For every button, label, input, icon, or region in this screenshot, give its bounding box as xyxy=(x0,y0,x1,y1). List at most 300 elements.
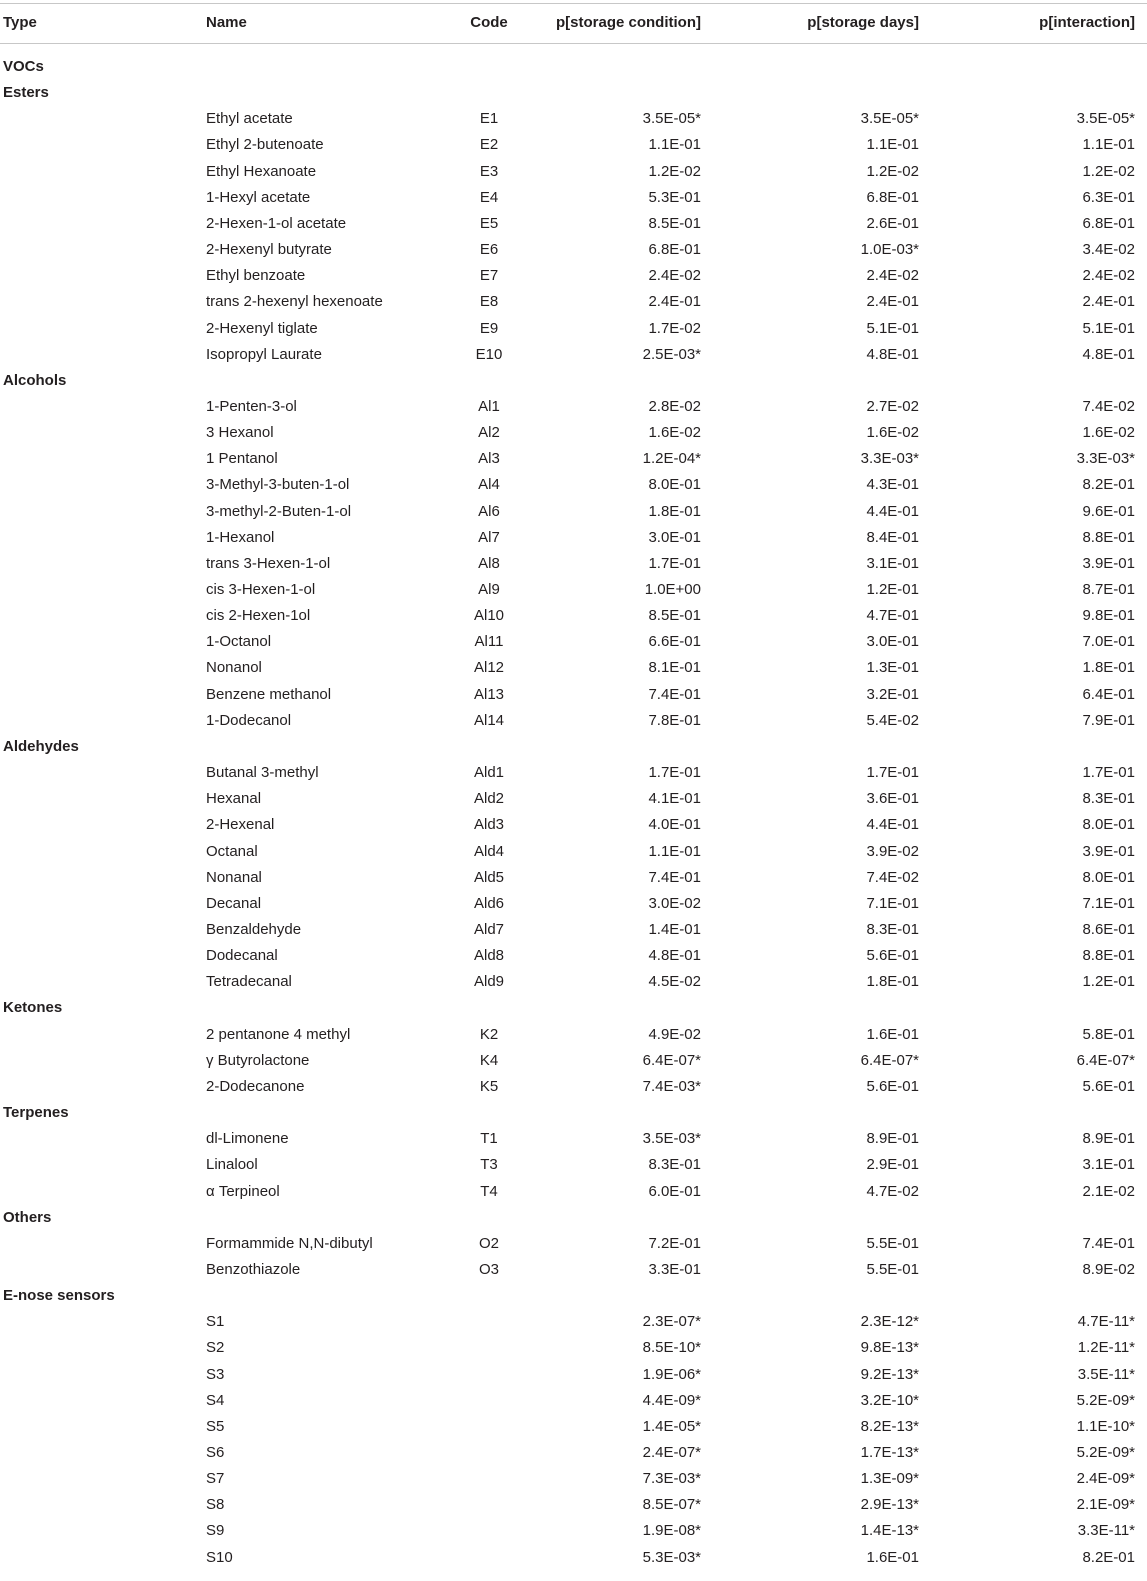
compound-name-cell: Hexanal xyxy=(206,790,262,808)
p-interaction-cell: 3.5E-11* xyxy=(1077,1365,1135,1383)
code-cell: Ald9 xyxy=(473,973,505,991)
p-storage-days-cell: 1.6E-01 xyxy=(866,1548,919,1566)
p-storage-days-cell: 8.2E-13* xyxy=(860,1417,919,1435)
table-row xyxy=(0,1022,1147,1048)
p-storage-condition-cell: 3.5E-05* xyxy=(642,110,701,128)
p-storage-condition-cell: 8.5E-07* xyxy=(642,1496,701,1514)
p-storage-condition-cell: 8.0E-01 xyxy=(648,476,701,494)
table-row xyxy=(0,237,1147,263)
p-storage-days-cell: 7.4E-02 xyxy=(866,868,919,886)
compound-name-cell: 2-Hexenyl tiglate xyxy=(206,319,318,337)
p-interaction-cell: 8.0E-01 xyxy=(1082,816,1135,834)
compound-name-cell: 1-Hexanol xyxy=(206,528,275,546)
p-interaction-cell: 4.7E-11* xyxy=(1077,1313,1135,1331)
section-row xyxy=(0,368,1147,394)
code-cell: Al2 xyxy=(478,424,500,442)
compound-name-cell: 1-Dodecanol xyxy=(206,711,292,729)
p-storage-days-cell: 2.3E-12* xyxy=(860,1313,919,1331)
p-interaction-cell: 5.8E-01 xyxy=(1082,1025,1135,1043)
compound-name-cell: Ethyl Hexanoate xyxy=(206,162,317,180)
p-storage-days-cell: 3.0E-01 xyxy=(866,633,919,651)
p-storage-condition-cell: 8.5E-01 xyxy=(648,214,701,232)
compound-name-cell: S1 xyxy=(206,1313,225,1331)
code-cell: Al14 xyxy=(473,711,505,729)
code-cell: Al7 xyxy=(478,528,500,546)
code-cell: E2 xyxy=(479,136,499,154)
p-storage-days-cell: 4.7E-02 xyxy=(866,1182,919,1200)
table-row xyxy=(0,185,1147,211)
table-row xyxy=(0,394,1147,420)
code-cell: T1 xyxy=(480,1130,498,1148)
p-interaction-cell: 2.4E-02 xyxy=(1082,267,1135,285)
code-cell: Al13 xyxy=(473,685,505,703)
table-row xyxy=(0,969,1147,995)
table-row xyxy=(0,708,1147,734)
p-storage-condition-cell: 7.2E-01 xyxy=(648,1234,701,1252)
p-interaction-cell: 8.7E-01 xyxy=(1082,581,1135,598)
code-cell: E4 xyxy=(479,188,499,206)
code-cell: Al12 xyxy=(473,659,505,677)
p-storage-condition-cell: 1.7E-01 xyxy=(648,554,701,572)
p-storage-days-cell: 3.9E-02 xyxy=(866,842,919,860)
table-row xyxy=(0,603,1147,629)
compound-name-cell: Formammide N,N-dibutyl xyxy=(206,1234,373,1252)
p-interaction-cell: 2.4E-01 xyxy=(1082,293,1135,311)
section-label: E-nose sensors xyxy=(3,1287,115,1304)
p-interaction-cell: 8.2E-01 xyxy=(1082,476,1135,494)
code-cell: T3 xyxy=(480,1156,498,1174)
p-storage-condition-cell: 7.3E-03* xyxy=(642,1470,701,1488)
p-storage-days-cell: 2.4E-01 xyxy=(866,293,919,311)
p-storage-condition-cell: 8.1E-01 xyxy=(648,659,701,677)
p-storage-days-cell: 6.8E-01 xyxy=(866,188,919,206)
compound-name-cell: S8 xyxy=(206,1496,225,1514)
compound-name-cell: S6 xyxy=(206,1443,225,1461)
p-storage-days-cell: 6.4E-07* xyxy=(860,1051,919,1069)
p-interaction-cell: 4.8E-01 xyxy=(1082,345,1135,363)
p-storage-condition-cell: 1.7E-02 xyxy=(648,319,701,337)
table-row xyxy=(0,1388,1147,1414)
table-row xyxy=(0,1335,1147,1361)
compound-name-cell: S7 xyxy=(206,1470,225,1488)
p-interaction-cell: 8.9E-01 xyxy=(1082,1130,1135,1148)
compound-name-cell: 3 Hexanol xyxy=(206,424,274,442)
p-interaction-cell: 3.5E-05* xyxy=(1076,110,1135,128)
table-row xyxy=(0,943,1147,969)
table-row xyxy=(0,865,1147,891)
p-storage-days-cell: 3.2E-01 xyxy=(866,685,919,703)
p-interaction-cell: 2.1E-02 xyxy=(1082,1182,1135,1200)
p-storage-condition-cell: 2.4E-07* xyxy=(642,1443,701,1461)
p-interaction-cell: 3.3E-03* xyxy=(1076,450,1135,468)
code-cell: E3 xyxy=(479,162,499,180)
p-interaction-cell: 3.4E-02 xyxy=(1082,241,1135,258)
compound-name-cell: Octanal xyxy=(206,842,258,860)
p-storage-days-cell: 4.3E-01 xyxy=(866,476,919,494)
p-interaction-cell: 1.7E-01 xyxy=(1082,764,1135,781)
p-storage-condition-cell: 7.4E-03* xyxy=(642,1077,701,1095)
code-cell: Al11 xyxy=(474,633,504,651)
table-row xyxy=(0,760,1147,786)
p-storage-condition-cell: 8.5E-01 xyxy=(648,607,701,625)
p-storage-days-cell: 2.7E-02 xyxy=(866,397,919,415)
table-row xyxy=(0,1362,1147,1388)
table-header-rule xyxy=(0,43,1147,44)
table-row xyxy=(0,263,1147,289)
p-storage-condition-cell: 1.8E-01 xyxy=(648,502,701,520)
p-interaction-cell: 8.3E-01 xyxy=(1082,790,1135,808)
code-cell: K5 xyxy=(479,1077,499,1095)
p-storage-condition-cell: 1.6E-02 xyxy=(648,424,701,442)
table-row xyxy=(0,525,1147,551)
p-interaction-cell: 2.4E-09* xyxy=(1076,1470,1135,1488)
p-storage-days-cell: 3.6E-01 xyxy=(866,790,919,808)
header-type: Type xyxy=(3,14,37,31)
compound-name-cell: 2-Hexenyl butyrate xyxy=(206,241,332,258)
p-storage-condition-cell: 3.5E-03* xyxy=(642,1130,701,1148)
compound-name-cell: 1 Pentanol xyxy=(206,450,278,468)
p-interaction-cell: 8.6E-01 xyxy=(1082,920,1135,938)
p-storage-days-cell: 2.4E-02 xyxy=(866,267,919,285)
code-cell: Al4 xyxy=(478,476,500,494)
table-row xyxy=(0,812,1147,838)
p-storage-days-cell: 8.4E-01 xyxy=(866,528,919,546)
table-row xyxy=(0,289,1147,315)
section-row xyxy=(0,1205,1147,1231)
code-cell: O2 xyxy=(478,1234,499,1252)
table-row xyxy=(0,786,1147,812)
table-row xyxy=(0,551,1147,577)
p-storage-condition-cell: 1.7E-01 xyxy=(648,764,701,781)
table-row xyxy=(0,1414,1147,1440)
code-cell: E9 xyxy=(479,319,499,337)
p-storage-condition-cell: 1.9E-06* xyxy=(642,1365,701,1383)
section-label: Ketones xyxy=(3,999,63,1017)
p-storage-condition-cell: 5.3E-01 xyxy=(648,188,701,206)
table-row xyxy=(0,106,1147,132)
compound-name-cell: α Terpineol xyxy=(206,1182,280,1200)
p-storage-condition-cell: 2.4E-01 xyxy=(648,293,701,311)
code-cell: E10 xyxy=(475,345,503,363)
p-interaction-cell: 8.2E-01 xyxy=(1082,1548,1135,1566)
table-row xyxy=(0,499,1147,525)
table-row xyxy=(0,159,1147,185)
compound-name-cell: trans 3-Hexen-1-ol xyxy=(206,554,331,572)
code-cell: E7 xyxy=(479,267,499,285)
p-storage-condition-cell: 4.4E-09* xyxy=(642,1391,701,1409)
p-storage-days-cell: 5.4E-02 xyxy=(866,711,919,729)
p-storage-condition-cell: 4.8E-01 xyxy=(648,947,701,965)
p-interaction-cell: 8.8E-01 xyxy=(1082,947,1135,965)
table-row xyxy=(0,1309,1147,1335)
compound-name-cell: S4 xyxy=(206,1391,225,1409)
code-cell: Al9 xyxy=(478,581,500,598)
p-storage-condition-cell: 1.9E-08* xyxy=(642,1522,701,1540)
p-storage-days-cell: 3.5E-05* xyxy=(860,110,919,128)
p-storage-condition-cell: 8.3E-01 xyxy=(648,1156,701,1174)
code-cell: Al8 xyxy=(478,554,500,572)
section-label: Alcohols xyxy=(3,371,67,389)
p-storage-days-cell: 5.5E-01 xyxy=(866,1260,919,1278)
compound-name-cell: cis 2-Hexen-1ol xyxy=(206,607,311,625)
p-storage-days-cell: 1.0E-03* xyxy=(860,241,919,258)
p-interaction-cell: 1.8E-01 xyxy=(1082,659,1135,677)
p-storage-days-cell: 1.8E-01 xyxy=(866,973,919,991)
section-label: VOCs xyxy=(3,58,44,75)
p-storage-condition-cell: 6.6E-01 xyxy=(648,633,701,651)
p-storage-condition-cell: 5.3E-03* xyxy=(642,1548,701,1566)
compound-name-cell: 2 pentanone 4 methyl xyxy=(206,1025,351,1043)
compound-name-cell: 2-Dodecanone xyxy=(206,1077,305,1095)
code-cell: Al6 xyxy=(478,502,500,520)
p-storage-condition-cell: 6.8E-01 xyxy=(648,241,701,258)
table-row xyxy=(0,1126,1147,1152)
p-storage-days-cell: 4.4E-01 xyxy=(866,502,919,520)
table-row xyxy=(0,446,1147,472)
table-row xyxy=(0,1257,1147,1283)
p-storage-condition-cell: 1.4E-05* xyxy=(642,1417,701,1435)
code-cell: Ald6 xyxy=(473,894,505,912)
code-cell: Ald1 xyxy=(473,764,505,781)
code-cell: K4 xyxy=(479,1051,499,1069)
p-storage-days-cell: 7.1E-01 xyxy=(866,894,919,912)
p-storage-days-cell: 9.2E-13* xyxy=(860,1365,919,1383)
code-cell: Al3 xyxy=(478,450,500,468)
p-storage-days-cell: 1.3E-09* xyxy=(860,1470,919,1488)
p-interaction-cell: 7.1E-01 xyxy=(1082,894,1135,912)
compound-name-cell: cis 3-Hexen-1-ol xyxy=(206,581,316,598)
compound-name-cell: S9 xyxy=(206,1522,225,1540)
p-interaction-cell: 8.8E-01 xyxy=(1082,528,1135,546)
p-storage-days-cell: 1.6E-01 xyxy=(866,1025,919,1043)
p-interaction-cell: 1.2E-01 xyxy=(1082,973,1135,991)
p-interaction-cell: 1.6E-02 xyxy=(1082,424,1135,442)
header-name: Name xyxy=(206,14,247,31)
compound-name-cell: S3 xyxy=(206,1365,225,1383)
compound-name-cell: Dodecanal xyxy=(206,947,278,965)
compound-name-cell: dl-Limonene xyxy=(206,1130,289,1148)
p-interaction-cell: 6.8E-01 xyxy=(1082,214,1135,232)
table-row xyxy=(0,891,1147,917)
p-interaction-cell: 3.3E-11* xyxy=(1077,1522,1135,1540)
p-storage-condition-cell: 2.8E-02 xyxy=(648,397,701,415)
p-storage-days-cell: 3.3E-03* xyxy=(860,450,919,468)
code-cell: O3 xyxy=(478,1260,499,1278)
compound-name-cell: Nonanal xyxy=(206,868,262,886)
compound-name-cell: Benzothiazole xyxy=(206,1260,301,1278)
compound-name-cell: 1-Penten-3-ol xyxy=(206,397,297,415)
table-row xyxy=(0,917,1147,943)
p-storage-days-cell: 4.7E-01 xyxy=(866,607,919,625)
p-storage-days-cell: 1.7E-01 xyxy=(866,764,919,781)
p-storage-days-cell: 1.3E-01 xyxy=(866,659,919,677)
code-cell: T4 xyxy=(480,1182,498,1200)
p-storage-days-cell: 5.6E-01 xyxy=(866,947,919,965)
code-cell: Al1 xyxy=(478,397,500,415)
table-row xyxy=(0,1231,1147,1257)
compound-name-cell: S5 xyxy=(206,1417,225,1435)
compound-name-cell: trans 2-hexenyl hexenoate xyxy=(206,293,383,311)
section-row xyxy=(0,80,1147,106)
compound-name-cell: Ethyl benzoate xyxy=(206,267,306,285)
p-storage-condition-cell: 7.4E-01 xyxy=(648,685,701,703)
p-storage-condition-cell: 1.0E+00 xyxy=(644,581,701,598)
p-storage-condition-cell: 1.1E-01 xyxy=(648,136,701,154)
p-storage-days-cell: 4.4E-01 xyxy=(866,816,919,834)
table-row xyxy=(0,655,1147,681)
p-storage-condition-cell: 1.4E-01 xyxy=(648,920,701,938)
p-interaction-cell: 7.4E-02 xyxy=(1082,397,1135,415)
p-storage-condition-cell: 1.2E-02 xyxy=(648,162,701,180)
p-interaction-cell: 6.3E-01 xyxy=(1082,188,1135,206)
section-label: Others xyxy=(3,1208,52,1226)
code-cell: Ald8 xyxy=(473,947,505,965)
table-row xyxy=(0,1492,1147,1518)
p-interaction-cell: 3.9E-01 xyxy=(1082,554,1135,572)
table-row xyxy=(0,1518,1147,1544)
p-storage-condition-cell: 2.5E-03* xyxy=(642,345,701,363)
p-interaction-cell: 3.9E-01 xyxy=(1082,842,1135,860)
table-row xyxy=(0,420,1147,446)
p-storage-condition-cell: 2.4E-02 xyxy=(648,267,701,285)
p-storage-condition-cell: 2.3E-07* xyxy=(642,1313,701,1331)
table-row xyxy=(0,1152,1147,1178)
p-storage-days-cell: 1.2E-01 xyxy=(866,581,919,598)
code-cell: K2 xyxy=(479,1025,499,1043)
table-row xyxy=(0,1466,1147,1492)
compound-name-cell: Tetradecanal xyxy=(206,973,292,991)
table-row xyxy=(0,211,1147,237)
section-label: Terpenes xyxy=(3,1104,69,1121)
p-interaction-cell: 7.9E-01 xyxy=(1082,711,1135,729)
compound-name-cell: Benzaldehyde xyxy=(206,920,302,938)
p-interaction-cell: 5.6E-01 xyxy=(1082,1077,1135,1095)
header-p-storage-condition: p[storage condition] xyxy=(556,14,701,31)
p-storage-days-cell: 2.9E-01 xyxy=(866,1156,919,1174)
compound-name-cell: 3-methyl-2-Buten-1-ol xyxy=(206,502,352,520)
table-row xyxy=(0,1048,1147,1074)
p-storage-condition-cell: 7.8E-01 xyxy=(648,711,701,729)
compound-name-cell: Ethyl acetate xyxy=(206,110,293,128)
section-row xyxy=(0,1283,1147,1309)
section-row xyxy=(0,734,1147,760)
table-row xyxy=(0,1179,1147,1205)
compound-name-cell: 1-Octanol xyxy=(206,633,272,651)
table-row xyxy=(0,1440,1147,1466)
table-row xyxy=(0,577,1147,603)
compound-name-cell: Isopropyl Laurate xyxy=(206,345,322,363)
p-storage-condition-cell: 6.0E-01 xyxy=(648,1182,701,1200)
p-storage-days-cell: 1.6E-02 xyxy=(866,424,919,442)
compound-name-cell: γ Butyrolactone xyxy=(206,1051,310,1069)
compound-name-cell: S10 xyxy=(206,1548,233,1566)
table-row xyxy=(0,316,1147,342)
code-cell: E8 xyxy=(479,293,499,311)
code-cell: Al10 xyxy=(473,607,505,625)
p-interaction-cell: 1.1E-10* xyxy=(1076,1417,1135,1435)
compound-name-cell: Nonanol xyxy=(206,659,262,677)
table-header-row xyxy=(0,10,1147,36)
compound-name-cell: 2-Hexenal xyxy=(206,816,275,834)
p-storage-condition-cell: 1.2E-04* xyxy=(642,450,701,468)
p-storage-condition-cell: 4.1E-01 xyxy=(648,790,701,808)
p-interaction-cell: 8.9E-02 xyxy=(1082,1260,1135,1278)
table-row xyxy=(0,682,1147,708)
p-storage-days-cell: 5.1E-01 xyxy=(866,319,919,337)
code-cell: E6 xyxy=(479,241,499,258)
compound-name-cell: Benzene methanol xyxy=(206,685,332,703)
header-p-storage-days: p[storage days] xyxy=(807,14,919,31)
table-top-rule xyxy=(0,3,1147,4)
table-row xyxy=(0,472,1147,498)
compound-name-cell: Butanal 3-methyl xyxy=(206,764,319,781)
p-storage-days-cell: 3.2E-10* xyxy=(860,1391,919,1409)
p-storage-days-cell: 5.5E-01 xyxy=(866,1234,919,1252)
p-storage-days-cell: 3.1E-01 xyxy=(866,554,919,572)
compound-name-cell: 3-Methyl-3-buten-1-ol xyxy=(206,476,350,494)
code-cell: E1 xyxy=(479,110,499,128)
compound-name-cell: 2-Hexen-1-ol acetate xyxy=(206,214,347,232)
p-storage-days-cell: 5.6E-01 xyxy=(866,1077,919,1095)
p-storage-days-cell: 1.7E-13* xyxy=(860,1443,919,1461)
section-row xyxy=(0,1100,1147,1126)
p-storage-condition-cell: 4.9E-02 xyxy=(648,1025,701,1043)
code-cell: Ald2 xyxy=(473,790,505,808)
p-interaction-cell: 5.2E-09* xyxy=(1076,1443,1135,1461)
p-storage-condition-cell: 6.4E-07* xyxy=(642,1051,701,1069)
p-storage-days-cell: 1.1E-01 xyxy=(866,136,919,154)
p-storage-days-cell: 4.8E-01 xyxy=(866,345,919,363)
table-row xyxy=(0,1074,1147,1100)
table-row xyxy=(0,629,1147,655)
p-interaction-cell: 9.8E-01 xyxy=(1082,607,1135,625)
compound-name-cell: Ethyl 2-butenoate xyxy=(206,136,324,154)
table-row xyxy=(0,1545,1147,1571)
compound-name-cell: Decanal xyxy=(206,894,262,912)
section-row xyxy=(0,54,1147,80)
p-storage-condition-cell: 8.5E-10* xyxy=(642,1339,701,1357)
p-storage-condition-cell: 4.0E-01 xyxy=(648,816,701,834)
p-storage-days-cell: 8.3E-01 xyxy=(866,920,919,938)
code-cell: Ald4 xyxy=(473,842,505,860)
p-interaction-cell: 6.4E-01 xyxy=(1082,685,1135,703)
section-label: Aldehydes xyxy=(3,737,79,755)
p-interaction-cell: 5.2E-09* xyxy=(1076,1391,1135,1409)
table-row xyxy=(0,132,1147,158)
code-cell: Ald3 xyxy=(473,816,505,834)
p-storage-days-cell: 8.9E-01 xyxy=(866,1130,919,1148)
header-code: Code xyxy=(470,14,508,31)
p-interaction-cell: 7.4E-01 xyxy=(1082,1234,1135,1252)
p-storage-condition-cell: 7.4E-01 xyxy=(648,868,701,886)
p-interaction-cell: 3.1E-01 xyxy=(1082,1156,1135,1174)
compound-name-cell: S2 xyxy=(206,1339,225,1357)
p-storage-days-cell: 2.6E-01 xyxy=(866,214,919,232)
header-p-interaction: p[interaction] xyxy=(1039,14,1135,31)
table-row xyxy=(0,342,1147,368)
table-row xyxy=(0,839,1147,865)
code-cell: E5 xyxy=(479,214,499,232)
p-storage-condition-cell: 1.1E-01 xyxy=(648,842,701,860)
p-interaction-cell: 8.0E-01 xyxy=(1082,868,1135,886)
p-interaction-cell: 1.2E-11* xyxy=(1077,1339,1135,1357)
p-interaction-cell: 1.1E-01 xyxy=(1082,136,1135,154)
compound-name-cell: Linalool xyxy=(206,1156,258,1174)
p-storage-days-cell: 1.4E-13* xyxy=(860,1522,919,1540)
p-storage-condition-cell: 3.0E-02 xyxy=(648,894,701,912)
p-interaction-cell: 9.6E-01 xyxy=(1082,502,1135,520)
section-label: Esters xyxy=(3,84,49,102)
